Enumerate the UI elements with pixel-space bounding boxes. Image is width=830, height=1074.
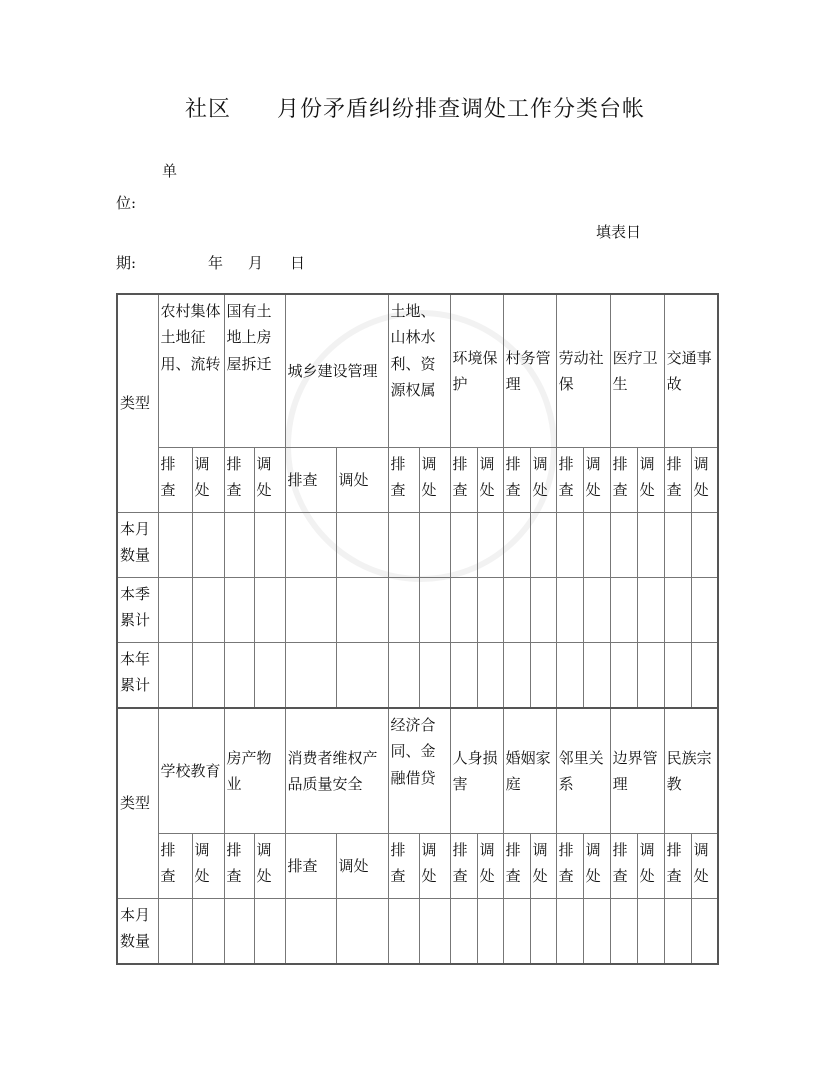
data-cell[interactable] <box>158 578 192 643</box>
sub-header-check: 排 查 <box>503 448 530 513</box>
category-header: 国有土地上房屋拆迁 <box>224 294 285 448</box>
data-cell[interactable] <box>691 513 718 578</box>
row-label: 本月数量 <box>117 899 158 965</box>
data-cell[interactable] <box>388 578 419 643</box>
category-header: 城乡建设管理 <box>285 294 388 448</box>
sub-header-check: 排 查 <box>388 834 419 899</box>
data-cell[interactable] <box>637 899 664 965</box>
sub-header-check: 排查 <box>285 834 336 899</box>
sub-header-check: 排查 <box>285 448 336 513</box>
data-cell[interactable] <box>664 899 691 965</box>
fill-date-label: 填表日 <box>596 223 642 241</box>
data-cell[interactable] <box>450 513 477 578</box>
data-cell[interactable] <box>477 899 503 965</box>
category-header: 农村集体土地征用、流转 <box>158 294 224 448</box>
type-header-cell: 类型 <box>117 294 158 513</box>
sub-header-check: 排 查 <box>388 448 419 513</box>
data-cell[interactable] <box>450 578 477 643</box>
data-cell[interactable] <box>477 643 503 709</box>
sub-header-resolve: 调 处 <box>583 448 610 513</box>
data-cell[interactable] <box>336 899 388 965</box>
data-cell[interactable] <box>664 578 691 643</box>
sub-header-resolve: 调 处 <box>637 448 664 513</box>
sub-header-resolve: 调 处 <box>254 448 285 513</box>
data-cell[interactable] <box>610 578 637 643</box>
data-cell[interactable] <box>254 578 285 643</box>
data-cell[interactable] <box>664 513 691 578</box>
category-header: 经济合同、金融借贷 <box>388 708 450 834</box>
sub-header-resolve: 调处 <box>336 834 388 899</box>
data-cell[interactable] <box>224 578 254 643</box>
data-cell[interactable] <box>610 643 637 709</box>
sub-header-check: 排 查 <box>450 448 477 513</box>
data-cell[interactable] <box>336 578 388 643</box>
category-header: 消费者维权产品质量安全 <box>285 708 388 834</box>
data-cell[interactable] <box>556 899 583 965</box>
sub-header-check: 排 查 <box>224 448 254 513</box>
data-cell[interactable] <box>336 643 388 709</box>
sub-header-check: 排 查 <box>556 448 583 513</box>
category-header: 人身损害 <box>450 708 503 834</box>
data-cell[interactable] <box>556 578 583 643</box>
category-header: 婚姻家庭 <box>503 708 556 834</box>
data-cell[interactable] <box>419 643 450 709</box>
category-header: 邻里关系 <box>556 708 610 834</box>
sub-header-resolve: 调 处 <box>583 834 610 899</box>
sub-header-resolve: 调 处 <box>637 834 664 899</box>
sub-header-check: 排 查 <box>610 448 637 513</box>
sub-header-resolve: 调 处 <box>477 834 503 899</box>
data-cell[interactable] <box>224 643 254 709</box>
page-title: 社区 月份矛盾纠纷排查调处工作分类台帐 <box>184 97 646 122</box>
data-cell[interactable] <box>664 643 691 709</box>
data-cell[interactable] <box>285 513 336 578</box>
sub-header-check: 排 查 <box>158 834 192 899</box>
data-cell[interactable] <box>158 899 192 965</box>
data-cell[interactable] <box>254 513 285 578</box>
category-header: 学校教育 <box>158 708 224 834</box>
data-cell[interactable] <box>691 578 718 643</box>
category-header: 边界管理 <box>610 708 664 834</box>
sub-header-check: 排 查 <box>556 834 583 899</box>
category-header: 民族宗教 <box>664 708 718 834</box>
data-cell[interactable] <box>336 513 388 578</box>
data-cell[interactable] <box>503 578 530 643</box>
data-cell[interactable] <box>450 899 477 965</box>
data-cell[interactable] <box>583 643 610 709</box>
date-qi-label: 期: <box>116 254 137 272</box>
data-cell[interactable] <box>285 643 336 709</box>
sub-header-check: 排 查 <box>503 834 530 899</box>
data-cell[interactable] <box>419 578 450 643</box>
data-cell[interactable] <box>530 513 556 578</box>
sub-header-check: 排 查 <box>158 448 192 513</box>
data-cell[interactable] <box>583 899 610 965</box>
sub-header-resolve: 调 处 <box>691 834 718 899</box>
data-cell[interactable] <box>691 643 718 709</box>
data-cell[interactable] <box>419 899 450 965</box>
data-cell[interactable] <box>158 643 192 709</box>
data-cell[interactable] <box>610 899 637 965</box>
data-cell[interactable] <box>610 513 637 578</box>
date-day-label: 日 <box>290 254 306 272</box>
category-header: 交通事故 <box>664 294 718 448</box>
data-cell[interactable] <box>285 578 336 643</box>
data-cell[interactable] <box>556 513 583 578</box>
data-cell[interactable] <box>583 578 610 643</box>
data-cell[interactable] <box>192 643 224 709</box>
data-cell[interactable] <box>583 513 610 578</box>
type-header-cell: 类型 <box>117 708 158 899</box>
data-cell[interactable] <box>637 643 664 709</box>
data-cell[interactable] <box>530 578 556 643</box>
data-cell[interactable] <box>530 899 556 965</box>
unit-label-1: 单 <box>162 162 178 180</box>
data-cell[interactable] <box>285 899 336 965</box>
sub-header-check: 排 查 <box>664 834 691 899</box>
sub-header-check: 排 查 <box>610 834 637 899</box>
data-cell[interactable] <box>503 899 530 965</box>
date-year-label: 年 <box>208 254 224 272</box>
data-cell[interactable] <box>388 899 419 965</box>
row-label: 本月数量 <box>117 513 158 578</box>
category-header: 村务管理 <box>503 294 556 448</box>
sub-header-check: 排 查 <box>224 834 254 899</box>
sub-header-resolve: 调 处 <box>530 448 556 513</box>
sub-header-resolve: 调 处 <box>419 834 450 899</box>
category-header: 土地、山林水利、资 源权属 <box>388 294 450 448</box>
sub-header-check: 排 查 <box>664 448 691 513</box>
data-cell[interactable] <box>637 513 664 578</box>
data-cell[interactable] <box>192 899 224 965</box>
data-cell[interactable] <box>388 643 419 709</box>
sub-header-resolve: 调 处 <box>530 834 556 899</box>
data-cell[interactable] <box>254 643 285 709</box>
data-cell[interactable] <box>224 899 254 965</box>
data-cell[interactable] <box>477 513 503 578</box>
sub-header-resolve: 调 处 <box>691 448 718 513</box>
sub-header-resolve: 调 处 <box>477 448 503 513</box>
data-cell[interactable] <box>556 643 583 709</box>
data-cell[interactable] <box>503 513 530 578</box>
sub-header-resolve: 调 处 <box>254 834 285 899</box>
data-cell[interactable] <box>192 578 224 643</box>
data-cell[interactable] <box>691 899 718 965</box>
data-cell[interactable] <box>530 643 556 709</box>
date-month-label: 月 <box>248 254 264 272</box>
ledger-table-2 <box>116 707 719 965</box>
sub-header-resolve: 调处 <box>336 448 388 513</box>
data-cell[interactable] <box>224 513 254 578</box>
data-cell[interactable] <box>419 513 450 578</box>
row-label: 本季累计 <box>117 578 158 643</box>
data-cell[interactable] <box>450 643 477 709</box>
sub-header-resolve: 调 处 <box>419 448 450 513</box>
sub-header-check: 排 查 <box>450 834 477 899</box>
category-header: 房产物业 <box>224 708 285 834</box>
row-label: 本年累计 <box>117 643 158 709</box>
data-cell[interactable] <box>503 643 530 709</box>
category-header: 劳动社保 <box>556 294 610 448</box>
data-cell[interactable] <box>192 513 224 578</box>
data-cell[interactable] <box>637 578 664 643</box>
data-cell[interactable] <box>388 513 419 578</box>
sub-header-resolve: 调 处 <box>192 448 224 513</box>
data-cell[interactable] <box>254 899 285 965</box>
data-cell[interactable] <box>158 513 192 578</box>
unit-label-2: 位: <box>116 194 137 212</box>
category-header: 医疗卫生 <box>610 294 664 448</box>
sub-header-resolve: 调 处 <box>192 834 224 899</box>
data-cell[interactable] <box>477 578 503 643</box>
ledger-table-1 <box>116 293 719 709</box>
category-header: 环境保护 <box>450 294 503 448</box>
